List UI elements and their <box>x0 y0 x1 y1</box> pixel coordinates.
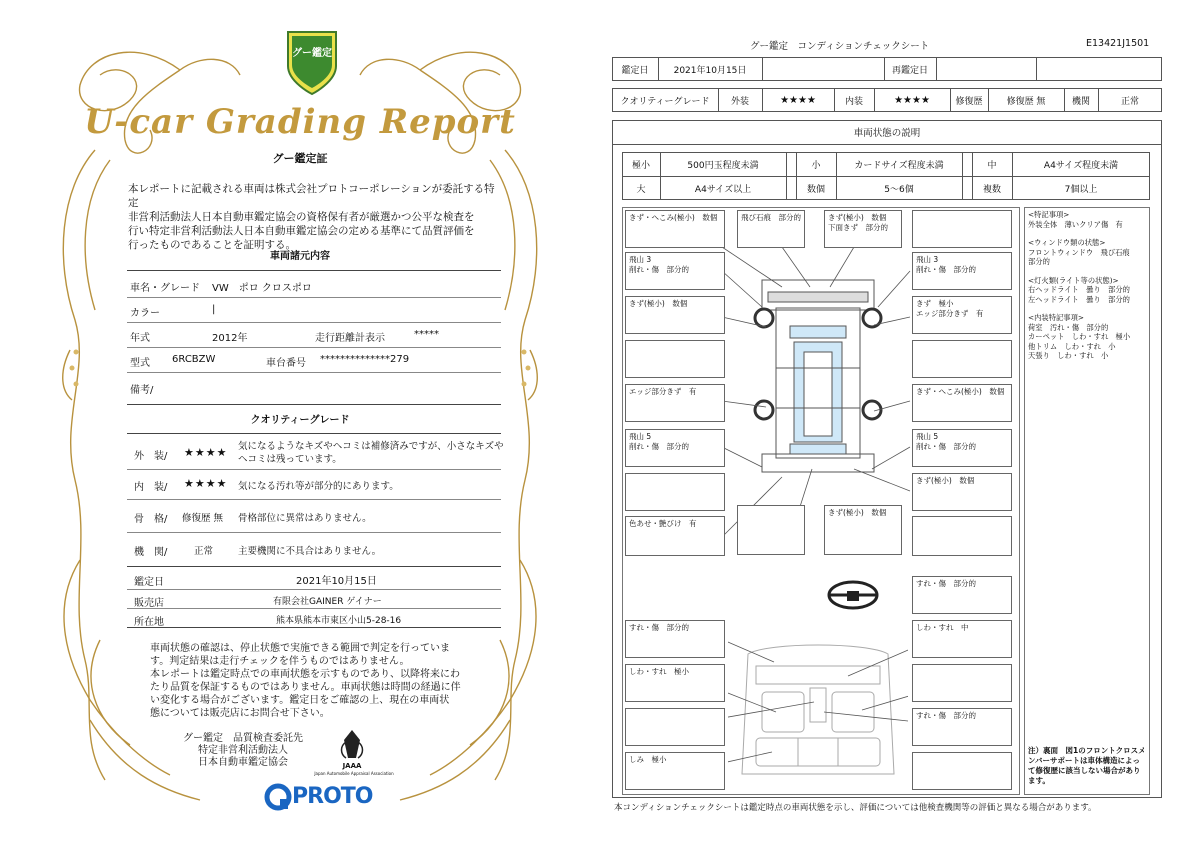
legend-large-label: 大 <box>636 184 646 195</box>
steering-wheel-icon <box>826 578 880 612</box>
legend-count-label: 数個 <box>806 184 825 195</box>
goo-kantei-logo <box>288 32 336 94</box>
color-value: | <box>212 304 216 315</box>
reappraisal-label: 再鑑定日 <box>891 65 928 76</box>
reappraisal-value <box>936 57 1036 81</box>
damage-box <box>737 505 805 555</box>
damage-box: きず・へこみ(極小) 数個 <box>625 210 725 248</box>
legend-minimal-value: 500円玉程度未満 <box>687 160 759 171</box>
interior-box: しわ・すれ 中 <box>912 620 1012 658</box>
interior-box: しみ 極小 <box>625 752 725 790</box>
proto-logo: PROTO <box>292 784 373 809</box>
grade-exterior-comment: 気になるようなキズやヘコミは補修済みですが、小さなキズや ヘコミは残っています。 <box>238 441 504 465</box>
damage-box: 飛山 3 削れ・傷 部分的 <box>625 252 725 290</box>
remarks-label: 備考/ <box>130 385 154 396</box>
car-name-label: 車名・グレード <box>130 283 200 294</box>
association-name: グー鑑定 品質検査委託先 特定非営利活動法人 日本自動車鑑定協会 <box>183 733 303 768</box>
legend-multi-value: 7個以上 <box>1064 184 1098 195</box>
grade-interior-value: ★★★★ <box>184 477 228 490</box>
damage-box: きず 極小 エッジ部分きず 有 <box>912 296 1012 334</box>
interior-box <box>625 708 725 746</box>
year-value: 2012年 <box>212 333 248 344</box>
legend-small-value: カードサイズ程度未満 <box>854 160 944 171</box>
interior-box: すれ・傷 部分的 <box>912 708 1012 746</box>
interior-box: しわ・すれ 極小 <box>625 664 725 702</box>
engine-label: 機関 <box>1071 96 1090 107</box>
model-value: 6RCBZW <box>172 354 216 365</box>
interior-value: ★★★★ <box>894 94 930 106</box>
dealer-label: 販売店 <box>134 598 164 609</box>
appraisal-date-value: 2021年10月15日 <box>296 576 377 587</box>
report-title: U-car Grading Report <box>84 102 516 142</box>
footnote: 注）裏面 図1のフロントクロスメ ンバーサポートは車体構造によっ て修復歴に該当しない場合があり ます。 <box>1028 746 1146 785</box>
dealer-value: 有限会社GAINER ゲイナー <box>273 597 382 607</box>
grade-engine-comment: 主要機関に不具合はありません。 <box>238 546 382 557</box>
damage-box <box>912 340 1012 378</box>
grade-frame-comment: 骨格部位に異常はありません。 <box>238 513 372 524</box>
legend-small-label: 小 <box>811 160 821 171</box>
sheet-title: グー鑑定 コンディションチェックシート <box>750 41 930 52</box>
damage-box: きず(極小) 数個 下面きず 部分的 <box>824 210 902 248</box>
legend-minimal-label: 極小 <box>631 160 650 171</box>
color-label: カラー <box>130 308 160 319</box>
damage-box: 飛山 5 削れ・傷 部分的 <box>625 429 725 467</box>
damage-box: エッジ部分きず 有 <box>625 384 725 422</box>
damage-box <box>625 473 725 511</box>
year-label: 年式 <box>130 333 150 344</box>
jaaa-logo: JAAA <box>342 762 362 770</box>
logo-text: グー鑑定 <box>292 48 332 59</box>
car-interior-diagram <box>728 634 908 784</box>
model-label: 型式 <box>130 358 150 369</box>
damage-box: 飛び石痕 部分的 <box>737 210 805 248</box>
grade-frame-value: 修復歴 無 <box>182 513 224 524</box>
jaaa-emblem-icon <box>336 728 368 762</box>
damage-box: きず(極小) 数個 <box>625 296 725 334</box>
condition-check-sheet <box>600 0 1200 848</box>
grade-engine-value: 正常 <box>194 546 214 557</box>
grade-engine-label: 機 関/ <box>134 547 168 558</box>
legend-multi-label: 複数 <box>982 184 1001 195</box>
repair-value: 修復歴 無 <box>1006 96 1046 107</box>
damage-box: 色あせ・艶びけ 有 <box>625 516 725 556</box>
grade-interior-label: 内 装/ <box>134 482 168 493</box>
spec-title: 車両諸元内容 <box>270 251 330 262</box>
legend-medium-value: A4サイズ程度未満 <box>1043 160 1119 171</box>
mileage-value: ***** <box>414 329 439 340</box>
damage-box: きず(極小) 数個 <box>824 505 902 555</box>
legend-count-value: 5～6個 <box>884 184 914 195</box>
grade-interior-comment: 気になる汚れ等が部分的にあります。 <box>238 481 399 492</box>
grade-title: クオリティーグレード <box>250 415 350 426</box>
chassis-value: **************279 <box>320 354 410 365</box>
repair-label: 修復歴 <box>955 96 983 107</box>
interior-box: すれ・傷 部分的 <box>912 576 1012 614</box>
interior-box: すれ・傷 部分的 <box>625 620 725 658</box>
proto-logo-icon <box>264 783 292 811</box>
exterior-label: 外装 <box>730 96 749 107</box>
grade-exterior-value: ★★★★ <box>184 446 228 459</box>
disclaimer-note: 車両状態の確認は、停止状態で実施できる範囲で判定を行っていま す。判定結果は走行チェックを伴うものではありません。 本レポートは鑑定時点での車両状態を示すものであり、以降将来にわ たり品質を保証するものではありません。車両状態は時間の経過に伴 い変化する場合がございます。鑑定日をご確認の上、現在の車両状 態については販売店にお問合せ下さい。 <box>150 643 461 719</box>
address-label: 所在地 <box>134 617 164 628</box>
interior-box <box>912 664 1012 702</box>
remarks-text: <特記事項> 外装全体 薄いクリア傷 有 <ウィンドウ類の状態> フロントウィンドウ 飛び石痕 部分的 <灯火類(ライト等の状態)> 右ヘッドライト 曇り 部分的 左ヘッドライト 曇り 部分的 <内装特記事項> 荷室 汚れ・傷 部分的 カーペット しわ・すれ 極小 他トリム しわ・すれ 小 天張り しわ・すれ 小 <box>1028 210 1131 360</box>
damage-box: きず・へこみ(極小) 数個 <box>912 384 1012 422</box>
address-value: 熊本県熊本市東区小山5-28-16 <box>276 616 402 626</box>
damage-box <box>625 340 725 378</box>
car-name-value: VW ポロ クロスポロ <box>212 283 312 294</box>
grade-frame-label: 骨 格/ <box>134 514 168 525</box>
legend-large-value: A4サイズ以上 <box>694 184 752 195</box>
damage-box: きず(極小) 数個 <box>912 473 1012 511</box>
damage-box: 飛山 3 削れ・傷 部分的 <box>912 252 1012 290</box>
date-value: 2021年10月15日 <box>673 65 747 76</box>
damage-box <box>912 210 1012 248</box>
engine-value: 正常 <box>1120 96 1139 107</box>
interior-box <box>912 752 1012 790</box>
sheet-id: E13421J1501 <box>1086 38 1150 49</box>
damage-box: 飛山 5 削れ・傷 部分的 <box>912 429 1012 467</box>
jaaa-subtitle: Japan Automobile Appraisal Association <box>314 771 394 776</box>
exterior-value: ★★★★ <box>780 94 816 106</box>
cert-title: グー鑑定証 <box>272 152 328 165</box>
date-label: 鑑定日 <box>621 65 649 76</box>
mileage-label: 走行距離計表示 <box>315 333 385 344</box>
appraisal-date-label: 鑑定日 <box>134 577 164 588</box>
interior-label: 内装 <box>844 96 863 107</box>
cert-body: 本レポートに記載される車両は株式会社プロトコーポレーションが委託する特定 非営利活動法人日本自動車鑑定協会の資格保有者が厳選かつ公平な検査を 行い特定非営利活動法人日本自動車鑑定協会の定める基準にて品質評価を 行ったものであることを証明する。 <box>128 183 495 251</box>
damage-box <box>912 516 1012 556</box>
grade-exterior-label: 外 装/ <box>134 451 168 462</box>
bottom-disclaimer: 本コンディションチェックシートは鑑定時点の車両状態を示し、評価については他検査機関等の評価と異なる場合があります。 <box>614 803 1097 813</box>
chassis-label: 車台番号 <box>266 358 306 369</box>
quality-label: クオリティーグレード <box>620 96 710 107</box>
legend-title: 車両状態の説明 <box>853 128 921 139</box>
legend-medium-label: 中 <box>987 160 997 171</box>
